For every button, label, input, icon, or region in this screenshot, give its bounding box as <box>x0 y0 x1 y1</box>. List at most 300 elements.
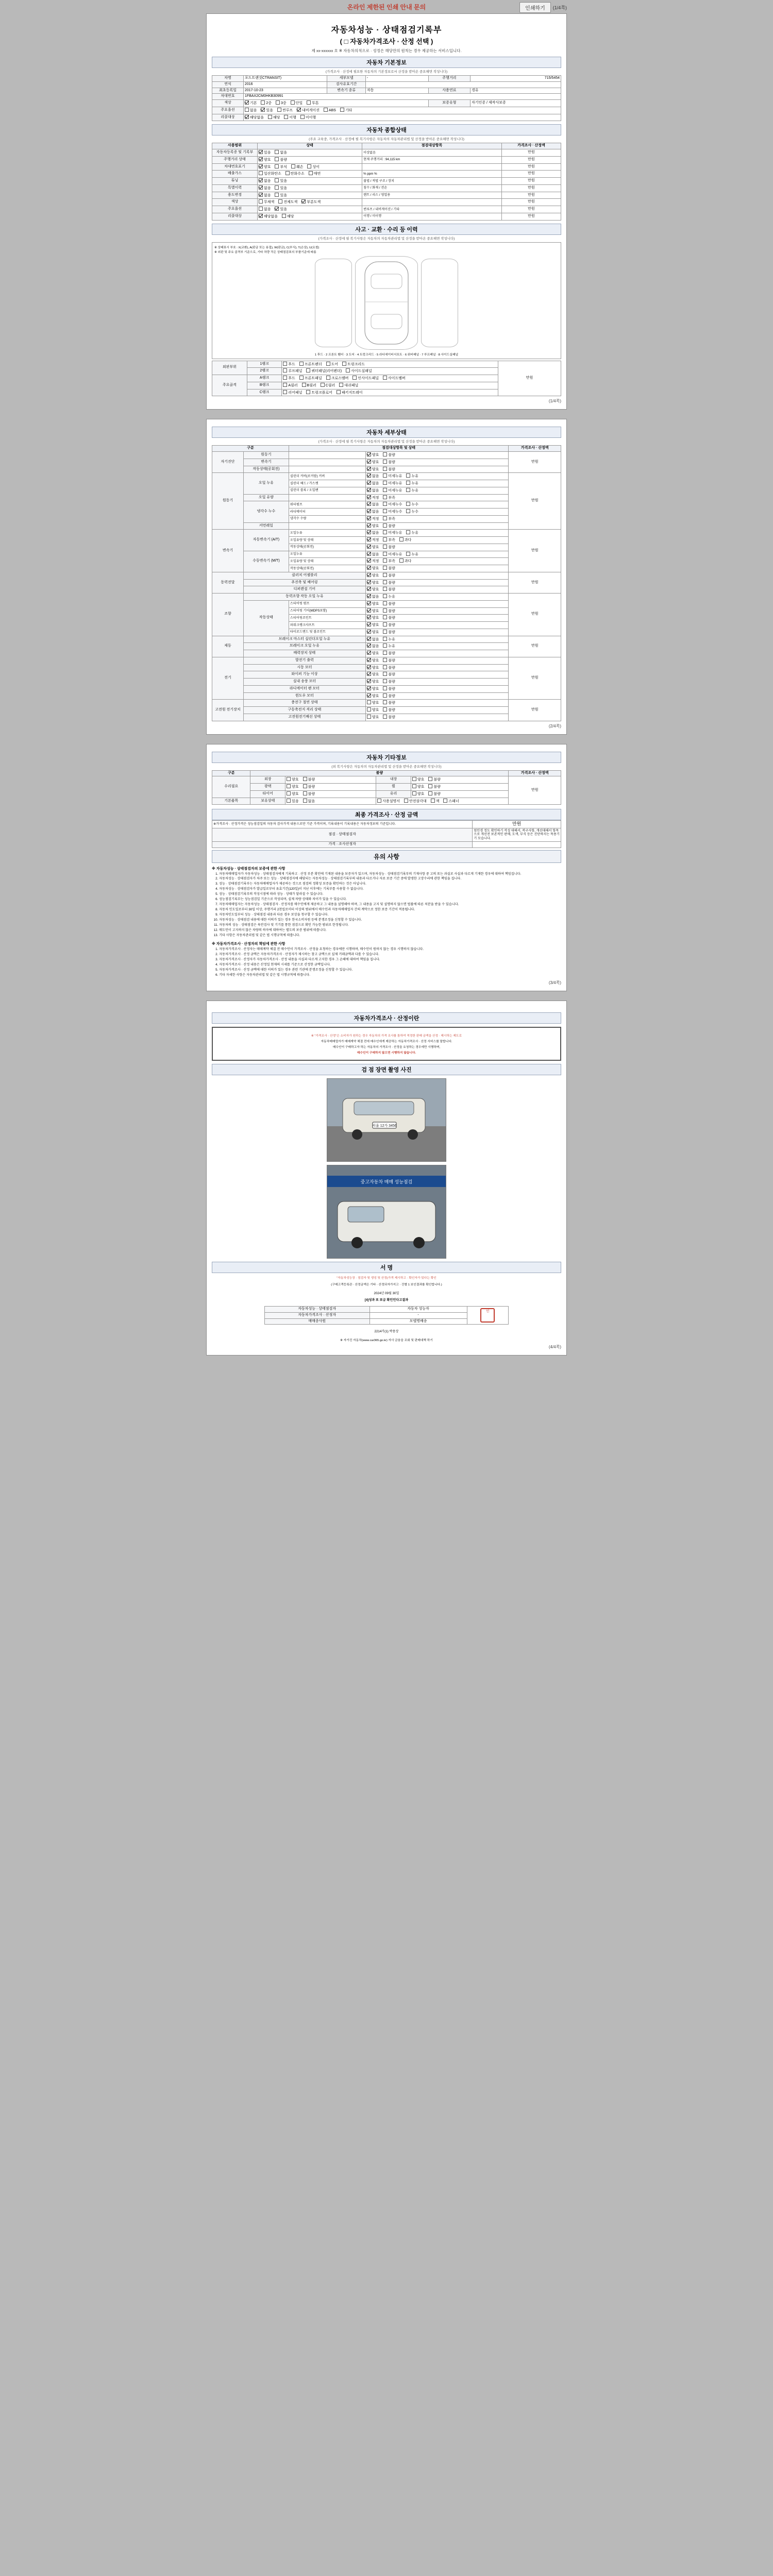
option-item[interactable] <box>283 362 295 367</box>
option-item[interactable] <box>367 467 379 472</box>
option-item[interactable] <box>367 693 379 699</box>
option-item[interactable] <box>259 207 271 212</box>
option-item[interactable] <box>383 693 395 699</box>
option-item[interactable] <box>367 622 379 628</box>
option-label: 누유 <box>411 531 418 535</box>
option-opt-0[interactable] <box>245 108 257 113</box>
option-item[interactable] <box>285 171 305 177</box>
option-label: 불량 <box>388 573 395 578</box>
cell-value: 경유 <box>470 88 561 94</box>
option-label: A필러 <box>288 383 298 387</box>
row-options <box>365 664 509 671</box>
option-item[interactable] <box>383 700 395 706</box>
signature-table <box>264 1306 509 1325</box>
option-label: 누수 <box>411 503 418 507</box>
photo-side-graphic <box>327 1165 446 1258</box>
option-label: 있음 <box>280 193 288 197</box>
option-label: 누유 <box>411 488 418 493</box>
option-item[interactable] <box>367 608 379 614</box>
row-label: 차대번호표기 <box>212 163 258 171</box>
option-item[interactable] <box>367 643 379 649</box>
option-item[interactable] <box>259 171 281 177</box>
option-item[interactable] <box>404 799 427 804</box>
option-item[interactable] <box>303 777 315 783</box>
option-label: 미세누유 <box>388 531 402 535</box>
list-item: 5. 성능 · 상태점검기록부의 작성시점에 따라 성능 · 상태가 달라질 수 있습니다. <box>219 892 561 897</box>
option-label: 잭 <box>435 799 440 803</box>
print-button[interactable]: 인쇄하기 <box>519 2 551 13</box>
row-detail: 침수 / 화재 / 전손 <box>362 184 502 192</box>
option-item[interactable] <box>352 376 379 381</box>
option-item[interactable] <box>321 383 335 388</box>
option-item[interactable] <box>383 587 395 592</box>
option-item[interactable] <box>275 207 287 212</box>
option-item[interactable] <box>367 601 379 607</box>
etc-table <box>212 770 561 805</box>
row-options <box>365 600 509 607</box>
row-options <box>285 790 376 798</box>
option-item[interactable] <box>367 473 379 479</box>
legend-0: 1 후드 <box>314 353 323 357</box>
option-item[interactable] <box>367 495 379 501</box>
option-label: 있음 <box>280 179 288 183</box>
row-options <box>365 685 509 692</box>
col-header-0: 구분 <box>212 770 250 776</box>
option-label: 스패너 <box>448 799 459 803</box>
option-item[interactable] <box>406 481 418 486</box>
option-item[interactable] <box>346 368 372 374</box>
option-label: 불량 <box>388 630 395 634</box>
cell-label: 차명 <box>212 76 244 82</box>
option-label: 양호 <box>372 630 379 634</box>
option-item[interactable] <box>367 537 379 543</box>
option-label: 트렁크플로어 <box>311 391 332 395</box>
option-item[interactable] <box>383 651 395 656</box>
option-item[interactable] <box>283 376 295 381</box>
row-options <box>365 629 509 636</box>
option-label: C필러 <box>325 383 335 387</box>
option-item[interactable] <box>428 777 441 783</box>
row-name: 냉각수 누수 <box>243 501 289 522</box>
row-name: 클러치 어셈블리 <box>243 572 365 579</box>
option-item[interactable] <box>383 580 395 586</box>
table-row <box>212 100 561 107</box>
option-item[interactable] <box>259 199 274 205</box>
row-extra: 실린더 커버(로커암) 커버 <box>289 473 365 480</box>
option-item[interactable] <box>287 784 299 790</box>
option-item[interactable] <box>302 383 316 388</box>
table-row <box>212 199 561 206</box>
option-item[interactable] <box>383 473 402 479</box>
option-item[interactable] <box>383 601 395 607</box>
option-item[interactable] <box>412 791 425 797</box>
option-label: 과다 <box>404 538 412 542</box>
cell-label: 최초등록일 <box>212 88 244 94</box>
group-amount: 만원 <box>509 572 561 593</box>
option-label: 불량 <box>388 524 395 528</box>
list-item: 1. 자동차매매업자가 자동차성능 · 상태점검자에게 기록하고 · 산정 부분 확인에 기재된 내용을 보증자가 있으며, 자동차성능 · 상태점검기록부의 기재사항 중 고의 또는 과실로 사실과 다르게 기재한 경우에 대하여 책임집니다. <box>219 872 561 877</box>
option-label: 미세누수 <box>388 510 402 514</box>
row-detail: 렌트 / 리스 / 영업용 <box>362 192 502 199</box>
option-item[interactable] <box>306 390 332 396</box>
option-item[interactable] <box>309 171 321 177</box>
option-color-4[interactable] <box>307 100 319 106</box>
option-item[interactable] <box>367 545 379 550</box>
row-options <box>365 692 509 700</box>
option-item[interactable] <box>283 383 297 388</box>
option-label: 불량 <box>388 588 395 592</box>
row-name: 원동기 <box>243 452 289 459</box>
option-item[interactable] <box>383 509 402 515</box>
option-item[interactable] <box>367 587 379 592</box>
row-options <box>258 192 362 199</box>
option-item[interactable] <box>337 390 363 396</box>
option-item[interactable] <box>299 362 322 367</box>
option-item[interactable] <box>259 214 278 219</box>
option-item[interactable] <box>287 799 299 804</box>
option-label: 탄화수소 <box>290 172 305 176</box>
row-name: 구동축전지 격리 상태 <box>243 707 365 714</box>
option-label: 불량 <box>388 616 395 620</box>
signature-line-0: "자동차성능장 · 점검자 및 생성 및 산정(가격 제시하고 · 확인자가 있다는 확인 <box>337 1277 436 1280</box>
option-item[interactable] <box>383 622 395 628</box>
option-item[interactable] <box>367 686 379 692</box>
option-item[interactable] <box>367 502 379 507</box>
option-label: 양호 <box>372 567 379 570</box>
cell-value: 1FBAX2CM0HKB30991 <box>243 94 561 100</box>
option-item[interactable] <box>367 566 379 571</box>
option-item[interactable] <box>383 502 402 507</box>
option-item[interactable] <box>383 630 395 635</box>
option-item[interactable] <box>303 784 315 790</box>
option-item[interactable] <box>275 178 287 184</box>
row-name: 와이퍼 기능 이상 <box>243 671 365 679</box>
option-label: 해당없음 <box>264 214 278 218</box>
option-label: 불량 <box>388 694 395 698</box>
row-options <box>365 572 509 579</box>
option-item[interactable] <box>342 362 365 367</box>
option-item[interactable] <box>406 502 418 507</box>
option-label: 불량 <box>388 602 395 606</box>
cell-value: - <box>365 76 428 82</box>
company-name: 2214가(1) 박용상 <box>374 1330 399 1334</box>
option-item[interactable] <box>282 214 294 219</box>
option-item[interactable] <box>367 672 379 677</box>
option-opt-1[interactable] <box>261 108 273 113</box>
option-item[interactable] <box>287 777 299 783</box>
option-item[interactable] <box>383 516 395 522</box>
option-item[interactable] <box>367 707 379 713</box>
option-label: 누유 <box>388 637 395 641</box>
cell-value: 자기인증 / 제작사보증 <box>470 100 561 107</box>
table-row <box>212 594 561 601</box>
option-item[interactable] <box>443 799 459 804</box>
option-label: 양호 <box>417 778 425 782</box>
option-item[interactable] <box>303 799 315 804</box>
list-item: 13. 기타 사항은 자동차관리법 및 같은 법 시행규칙에 따릅니다. <box>219 934 561 938</box>
option-item[interactable] <box>291 164 304 170</box>
list-item: 12. 매도인이 고지하지 않은 차량의 하자에 대하여는 별도의 보증 범위에 따릅니다. <box>219 928 561 933</box>
option-label: 양호 <box>372 602 379 606</box>
option-item[interactable] <box>367 615 379 621</box>
option-recall-1[interactable] <box>268 115 280 121</box>
option-item[interactable] <box>259 185 271 191</box>
option-item[interactable] <box>307 164 320 170</box>
row-extra: 작동상태(공회전) <box>289 565 365 572</box>
group-label-frame: 주요골격 <box>212 375 247 396</box>
option-item[interactable] <box>383 573 395 579</box>
row-options <box>365 466 509 473</box>
option-item[interactable] <box>383 643 395 649</box>
option-item[interactable] <box>367 594 379 600</box>
option-item[interactable] <box>383 460 395 465</box>
recall-options <box>243 114 561 121</box>
table-row <box>212 81 561 88</box>
option-item[interactable] <box>306 368 342 374</box>
option-label: 미세누유 <box>388 482 402 485</box>
option-item[interactable] <box>326 362 339 367</box>
option-item[interactable] <box>339 383 358 388</box>
rank-label: 1랭크 <box>247 361 282 368</box>
option-item[interactable] <box>287 791 299 797</box>
row-extra: 타이로드엔드 및 볼조인트 <box>289 629 365 636</box>
rank-options <box>282 382 498 389</box>
option-item[interactable] <box>367 552 379 557</box>
option-opt-2[interactable] <box>277 108 293 113</box>
seal-stamp <box>467 1307 509 1325</box>
option-item[interactable] <box>367 558 379 564</box>
option-item[interactable] <box>383 467 395 472</box>
option-opt-4[interactable] <box>324 108 336 113</box>
table-header-row <box>212 143 561 149</box>
option-item[interactable] <box>367 580 379 586</box>
option-label: 미세누유 <box>388 488 402 493</box>
option-item[interactable] <box>412 777 425 783</box>
row-extra: 오일누유 <box>289 551 365 558</box>
option-item[interactable] <box>406 552 418 557</box>
option-item[interactable] <box>406 473 418 479</box>
row-label: 주행거리 상태 <box>212 156 258 163</box>
option-recall-3[interactable] <box>300 115 316 121</box>
option-item[interactable] <box>431 799 440 804</box>
option-color-3[interactable] <box>291 100 303 106</box>
option-item[interactable] <box>383 481 402 486</box>
option-item[interactable] <box>383 495 395 501</box>
option-item[interactable] <box>283 368 302 374</box>
option-item[interactable] <box>383 523 395 529</box>
signer-value: 모델명배송 <box>369 1318 467 1325</box>
option-label: 불량 <box>388 467 395 471</box>
table-row <box>212 452 561 459</box>
detail-table <box>212 445 561 721</box>
rank-label: A랭크 <box>247 375 282 382</box>
row-detail: 썬루프 / 내비게이션 / 기타 <box>362 206 502 213</box>
option-item[interactable] <box>283 390 302 396</box>
option-item[interactable] <box>367 700 379 706</box>
option-color-2[interactable] <box>276 100 287 106</box>
option-item[interactable] <box>399 558 412 564</box>
option-color-1[interactable] <box>261 100 272 106</box>
option-label: 양호 <box>372 680 379 684</box>
option-item[interactable] <box>259 178 271 184</box>
option-item[interactable] <box>367 523 379 529</box>
option-label: 없음 <box>372 503 379 507</box>
option-item[interactable] <box>377 799 400 804</box>
option-item[interactable] <box>383 452 395 458</box>
legend-1: 2 프론트 휀더 <box>326 353 344 357</box>
option-item[interactable] <box>383 665 395 671</box>
option-item[interactable] <box>259 157 271 163</box>
option-item[interactable] <box>383 545 395 550</box>
option-item[interactable] <box>383 558 395 564</box>
option-item[interactable] <box>259 193 271 198</box>
final-amount: 만원 <box>473 821 561 828</box>
option-label: 양호 <box>372 453 379 457</box>
row-name: 수동변속기 (M/T) <box>243 551 289 572</box>
option-item[interactable] <box>399 537 412 543</box>
option-item[interactable] <box>367 481 379 486</box>
section-overall: 자동차 종합상태 <box>212 124 561 135</box>
option-recall-0[interactable] <box>245 115 264 121</box>
option-opt-3[interactable] <box>297 108 320 113</box>
option-label: 미이행 <box>305 115 316 120</box>
option-item[interactable] <box>367 630 379 635</box>
row-name: 작동상태 <box>243 600 289 636</box>
option-item[interactable] <box>367 679 379 685</box>
option-item[interactable] <box>303 791 315 797</box>
option-color-0[interactable] <box>245 100 257 106</box>
option-item[interactable] <box>383 488 402 494</box>
option-item[interactable] <box>383 594 395 600</box>
list-item: 11. 자동차의 성능 · 상태점검은 육안검사 및 기기를 통한 점검으로 확인 가능한 범위로 한정됩니다. <box>219 923 561 928</box>
table-row <box>212 88 561 94</box>
row-name: 배력장치 상태 <box>243 650 365 657</box>
option-item[interactable] <box>275 185 287 191</box>
option-label: 양호 <box>372 581 379 585</box>
group-label: 고전원 전기장치 <box>212 700 244 721</box>
row-options <box>365 537 509 544</box>
option-item[interactable] <box>383 672 395 677</box>
option-item[interactable] <box>367 715 379 720</box>
option-label: 없음 <box>372 488 379 493</box>
option-item[interactable] <box>259 164 271 170</box>
overall-table <box>212 143 561 220</box>
group-label: 원동기 <box>212 473 244 530</box>
option-recall-2[interactable] <box>284 115 296 121</box>
option-label: 미세누수 <box>388 503 402 507</box>
stamp-icon: 인 <box>480 1308 495 1323</box>
option-label: 없음 <box>264 179 271 183</box>
option-item[interactable] <box>406 509 418 515</box>
row-options <box>258 178 362 185</box>
option-item[interactable] <box>412 784 425 790</box>
sheet-page-1 <box>206 13 567 410</box>
doc-title-1: 자동차성능 · 상태점검기록부 <box>331 26 442 35</box>
option-item[interactable] <box>383 715 395 720</box>
cell-value: 2016 <box>243 81 327 88</box>
option-item[interactable] <box>299 376 322 381</box>
row-amount: 만원 <box>501 192 561 199</box>
option-label: 불량 <box>308 785 315 789</box>
option-label: 불량 <box>388 652 395 655</box>
option-item[interactable] <box>383 530 402 536</box>
option-item[interactable] <box>383 537 395 543</box>
option-label: 인사이드패널 <box>358 377 379 380</box>
option-item[interactable] <box>275 193 287 198</box>
option-item[interactable] <box>367 509 379 515</box>
list-item: 1. 자동차가격조사 · 산정자는 매매계약 체결 전 매수인이 가격조사 · 산정을 요청하는 경우에만 시행하며, 매수인이 원하지 않는 경우 시행하지 않습니다. <box>219 947 561 952</box>
doc-title-2: ( □ 자동차가격조사 · 산정 선택 ) <box>340 38 433 45</box>
option-item[interactable] <box>259 150 271 156</box>
group-label: 전기 <box>212 657 244 700</box>
signature-date: 2024년 09월 30일 <box>374 1292 399 1296</box>
option-item[interactable] <box>383 658 395 664</box>
signer-role: 자동차성능 · 상태점검자 <box>264 1307 369 1313</box>
option-item[interactable] <box>383 686 395 692</box>
option-item[interactable] <box>383 552 402 557</box>
row-name: 추진축 및 베어링 <box>243 579 365 586</box>
section-detail: 자동차 세부상태 <box>212 427 561 438</box>
option-item[interactable] <box>428 791 441 797</box>
option-item[interactable] <box>275 157 287 163</box>
option-item[interactable] <box>406 530 418 536</box>
signer-value: 자동차 성능자 <box>369 1307 467 1313</box>
option-label: 사이드멤버 <box>388 377 406 380</box>
notice-section-title-0: ※ 자동차성능 · 상태점검자의 보증에 관한 사항 <box>212 867 285 871</box>
row-options <box>365 530 509 537</box>
option-item[interactable] <box>367 658 379 664</box>
option-item[interactable] <box>367 516 379 522</box>
row-options <box>365 636 509 643</box>
option-item[interactable] <box>383 679 395 685</box>
option-item[interactable] <box>367 573 379 579</box>
option-item[interactable] <box>367 637 379 642</box>
option-item[interactable] <box>278 199 297 205</box>
list-item: 3. 자동차가격조사 · 산정자가 자동차가격조사 · 산정 내용을 사실과 다르게 고지한 경우 그 손해에 대하여 책임을 집니다. <box>219 958 561 962</box>
option-item[interactable] <box>367 665 379 671</box>
option-item[interactable] <box>367 488 379 494</box>
option-item[interactable] <box>428 784 441 790</box>
option-item[interactable] <box>383 615 395 621</box>
special-value: 엄인경 정도 확인하기 작성 대해서, 복구사항, 개선대해서 항목으로 개선전 보존적인 판매, 도색, 부식 등은 진단하지는 목용기기 모습니다. <box>473 828 561 841</box>
group-amount: 만원 <box>509 594 561 636</box>
option-label: 불량 <box>388 545 395 549</box>
table-row <box>212 700 561 707</box>
section-basic-note: (가격조사 · 산정에 필요한 자동차의 기본정보로서 산정을 받아온 중요해면 작성니다) <box>325 70 448 74</box>
option-item[interactable] <box>275 150 287 156</box>
option-item[interactable] <box>406 488 418 494</box>
option-label: 쿼터패널(리어펜더) <box>311 369 342 374</box>
option-item[interactable] <box>367 452 379 458</box>
option-label: 미세누유 <box>388 552 402 556</box>
option-item[interactable] <box>275 164 287 170</box>
option-opt-5[interactable] <box>340 108 352 113</box>
row-name: 작동상태(공회전) <box>243 466 289 473</box>
signature-line-1: (구매고객등록관 · 산정금액은 기타 · 산정되자가지고 · 건별 1 보인결과를 확인합니다.) <box>331 1283 442 1287</box>
option-item[interactable] <box>301 199 321 205</box>
option-item[interactable] <box>367 651 379 656</box>
option-item[interactable] <box>383 707 395 713</box>
option-item[interactable] <box>367 530 379 536</box>
option-label: 없음 <box>372 531 379 535</box>
option-item[interactable] <box>383 608 395 614</box>
option-item[interactable] <box>326 376 349 381</box>
option-item[interactable] <box>383 637 395 642</box>
rank-options <box>282 375 498 382</box>
option-item[interactable] <box>383 566 395 571</box>
option-item[interactable] <box>367 460 379 465</box>
option-item[interactable] <box>383 376 406 381</box>
